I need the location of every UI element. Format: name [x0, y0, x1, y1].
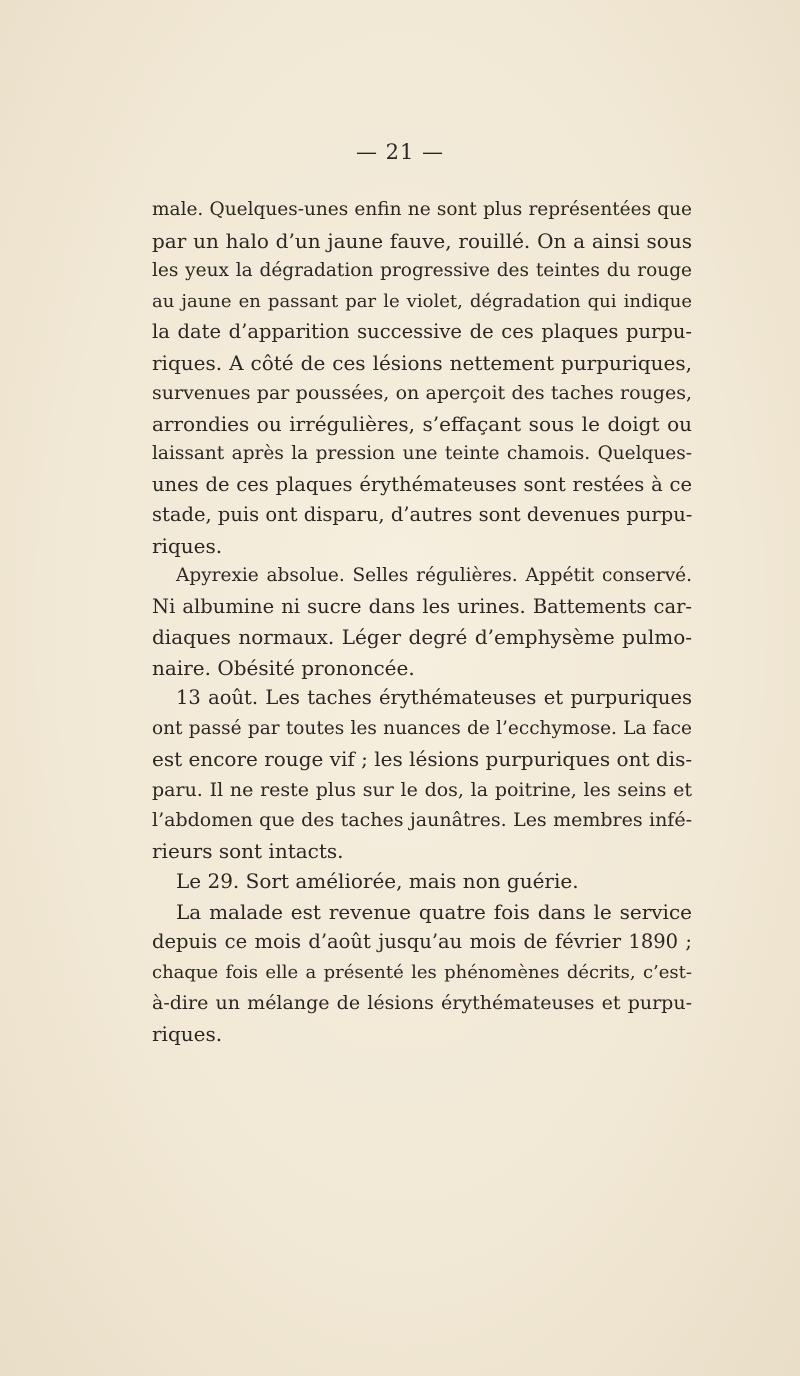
text-line: 13 août. Les taches érythémateuses et purpuriques — [176, 686, 692, 709]
text-line: survenues par poussées, on aperçoit des taches rouges, — [152, 382, 692, 404]
text-line: chaque fois elle a présenté les phénomènes décrits, c’est- — [152, 961, 692, 983]
body-text — [152, 195, 692, 1049]
text-line: naire. Obésité prononcée. — [152, 655, 415, 680]
text-line: laissant après la pression une teinte chamois. Quelques- — [152, 443, 692, 464]
text-line: la date d’apparition successive de ces plaques purpu- — [152, 320, 692, 343]
text-line: La malade est revenue quatre fois dans le service — [176, 899, 692, 924]
text-line: unes de ces plaques érythémateuses sont restées à ce — [152, 472, 692, 496]
text-line: riques. — [152, 1021, 223, 1046]
text-line: Ni albumine ni sucre dans les urines. Battements car- — [152, 594, 692, 618]
text-line: riques. A côté de ces lésions nettement purpuriques, — [152, 350, 692, 375]
page-number: — 21 — — [355, 140, 445, 164]
text-line: au jaune en passant par le violet, dégradation qui indique — [152, 290, 692, 312]
text-line: paru. Il ne reste plus sur le dos, la poitrine, les seins et — [152, 778, 692, 801]
text-line: arrondies ou irrégulières, s’effaçant sous le doigt ou — [152, 411, 692, 436]
text-line: les yeux la dégradation progressive des teintes du rouge — [152, 260, 692, 281]
text-line: Apyrexie absolue. Selles régulières. Appétit conservé. — [176, 565, 692, 586]
text-line: riques. — [152, 533, 223, 558]
text-line: par un halo d’un jaune fauve, rouillé. On a ainsi sous — [152, 228, 692, 253]
text-line: est encore rouge vif ; les lésions purpuriques ont dis- — [152, 747, 693, 771]
text-line: l’abdomen que des taches jaunâtres. Les membres infé- — [152, 809, 692, 831]
text-line: stade, puis ont disparu, d’autres sont devenues purpu- — [152, 503, 693, 526]
text-line: diaques normaux. Léger degré d’emphysème pulmo- — [152, 625, 692, 649]
text-line: depuis ce mois d’août jusqu’au mois de février 1890 ; — [152, 930, 692, 953]
text-line: male. Quelques-unes enfin ne sont plus représentées que — [152, 199, 692, 220]
text-line: Le 29. Sort améliorée, mais non guérie. — [176, 869, 579, 893]
text-line: ont passé par toutes les nuances de l’ecchymose. La face — [152, 717, 692, 739]
text-line: à-dire un mélange de lésions érythémateuses et purpu- — [152, 992, 692, 1014]
text-line: rieurs sont intacts. — [152, 838, 344, 863]
